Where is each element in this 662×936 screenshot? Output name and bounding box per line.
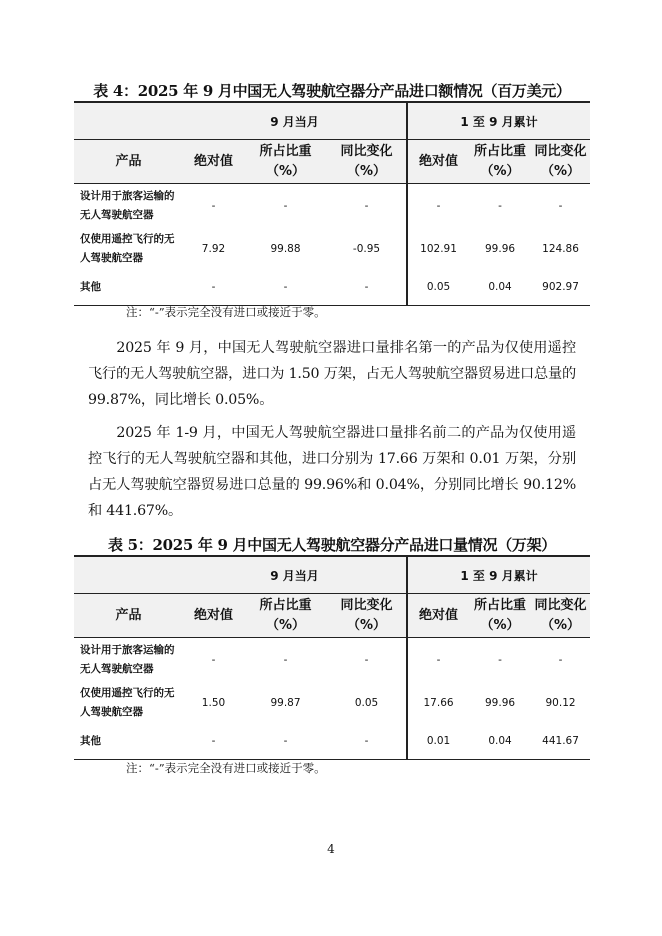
ytd-abs: - [436,199,441,212]
ytd-share: 99.96 [485,242,516,255]
ytd-abs: 0.01 [426,735,451,748]
table5-col-month-change: 同比变化（%） [327,594,407,638]
month-share: - [283,281,288,294]
table5-col-ytd-share: 所占比重（%） [469,594,531,638]
table-row [74,638,590,682]
table4 [74,101,590,306]
table-row [74,682,590,724]
ytd-change: - [558,653,563,666]
month-change: -0.95 [327,228,407,270]
table4-col-ytd-share: 所占比重（%） [469,140,531,184]
ytd-change: 441.67 [542,735,579,748]
ytd-share: 0.04 [488,735,512,748]
table4-group-ytd: 1 至 9 月累计 [407,102,590,140]
month-share: 99.87 [270,696,301,709]
table5-column-header [74,594,590,638]
table4-col-month-share: 所占比重（%） [244,140,327,184]
month-change: 0.05 [327,682,407,724]
month-abs: - [211,281,216,294]
table5-note: 注：“-”表示完全没有进口或接近于零。 [126,761,326,775]
month-change: - [327,638,407,682]
table4-note: 注：“-”表示完全没有进口或接近于零。 [126,305,326,319]
product-name: 其他 [80,280,101,293]
month-abs: - [211,199,216,212]
table4-group-header [74,102,590,140]
ytd-change: 902.97 [542,281,579,294]
ytd-abs: 0.05 [426,281,451,294]
ytd-share: 0.04 [488,281,512,294]
table-row [74,724,590,760]
table5 [74,555,590,760]
ytd-change: - [558,199,563,212]
page-number: 4 [327,842,335,856]
product-name: 设计用于旅客运输的无人驾驶航空器 [80,189,175,221]
table5-col-ytd-abs: 绝对值 [407,594,469,638]
table-row [74,228,590,270]
paragraph-1: 2025 年 9 月，中国无人驾驶航空器进口量排名第一的产品为仅使用遥控飞行的无人驾驶航空器，进口为 1.50 万架，占无人驾驶航空器贸易进口总量的 99.87%，同比增长 0.05%。 [88,340,576,408]
month-abs: 1.50 [201,696,226,709]
table4-col-product: 产品 [74,140,183,184]
month-change: - [327,724,407,760]
table4-col-month-abs: 绝对值 [183,140,244,184]
ytd-abs: 17.66 [423,696,454,709]
product-name: 设计用于旅客运输的无人驾驶航空器 [80,643,175,675]
table-row [74,270,590,306]
table4-col-ytd-abs: 绝对值 [407,140,469,184]
table5-caption: 表 5：2025 年 9 月中国无人驾驶航空器分产品进口量情况（万架） [107,536,556,554]
ytd-change: 124.86 [542,242,579,255]
ytd-change: 90.12 [545,696,576,709]
product-name: 仅使用遥控飞行的无人驾驶航空器 [80,686,175,718]
ytd-abs: - [436,653,441,666]
ytd-share: 99.96 [485,696,516,709]
table4-group-month: 9 月当月 [183,102,407,140]
month-change: - [327,184,407,228]
month-share: 99.88 [270,242,301,255]
month-abs: - [211,735,216,748]
ytd-share: - [498,653,502,666]
table5-group-ytd: 1 至 9 月累计 [407,556,590,594]
product-name: 仅使用遥控飞行的无人驾驶航空器 [80,232,175,264]
table4-column-header [74,140,590,184]
month-change: - [327,270,407,306]
ytd-abs: 102.91 [420,242,457,255]
table4-col-month-change: 同比变化（%） [327,140,407,184]
table5-col-product: 产品 [74,594,183,638]
table5-col-month-abs: 绝对值 [183,594,244,638]
product-name: 其他 [80,734,101,747]
table4-caption: 表 4：2025 年 9 月中国无人驾驶航空器分产品进口额情况（百万美元） [93,82,571,100]
month-abs: 7.92 [201,242,226,255]
table5-group-month: 9 月当月 [183,556,407,594]
table5-group-header [74,556,590,594]
month-share: - [283,735,288,748]
month-abs: - [211,653,216,666]
month-share: - [283,653,288,666]
paragraph-2: 2025 年 1-9 月，中国无人驾驶航空器进口量排名前二的产品为仅使用遥控飞行的无人驾驶航空器和其他，进口分别为 17.66 万架和 0.01 万架，分别占无人驾驶航空器贸易进口总量的 99.96%和 0.04%，分别同比增长 90.12%和 441.67%。 [88,425,576,519]
table5-col-month-share: 所占比重（%） [244,594,327,638]
ytd-share: - [498,199,502,212]
table4-col-ytd-change: 同比变化（%） [531,140,590,184]
month-share: - [283,199,288,212]
table-row [74,184,590,228]
table5-col-ytd-change: 同比变化（%） [531,594,590,638]
